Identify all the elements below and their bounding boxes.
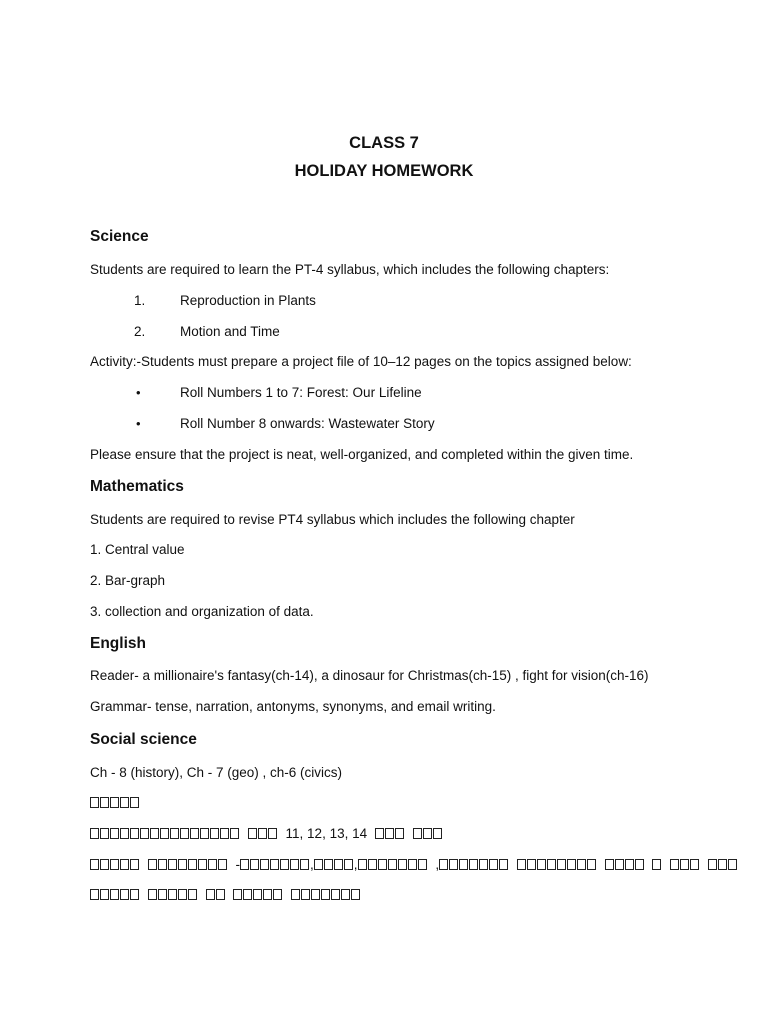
list-number: 2. xyxy=(134,324,146,339)
english-heading: English xyxy=(90,635,146,652)
mathematics-chapter: 1. Central value xyxy=(90,542,185,557)
english-reader: Reader- a millionaire's fantasy(ch-14), a dinosaur for Christmas(ch-15) , fight for vision(ch-16) xyxy=(90,668,649,683)
unrendered-glyphs xyxy=(413,826,443,841)
chapter-numbers: 11, 12, 13, 14 xyxy=(285,826,368,841)
mathematics-heading: Mathematics xyxy=(90,478,184,495)
hindi-line-2: - , , , xyxy=(90,857,738,872)
science-note: Please ensure that the project is neat, well-organized, and completed within the given time. xyxy=(90,447,634,462)
bullet-icon: • xyxy=(136,416,141,431)
mathematics-intro: Students are required to revise PT4 syllabus which includes the following chapter xyxy=(90,512,575,527)
chapter-name: Motion and Time xyxy=(180,324,280,339)
list-number: 1. xyxy=(134,293,146,308)
unrendered-glyphs xyxy=(375,826,405,841)
unrendered-glyphs xyxy=(90,826,240,841)
social-science-heading: Social science xyxy=(90,731,197,748)
page-subtitle: HOLIDAY HOMEWORK xyxy=(294,162,474,180)
science-activity: Activity:-Students must prepare a project file of 10–12 pages on the topics assigned below: xyxy=(90,354,632,369)
social-science-chapters: Ch - 8 (history), Ch - 7 (geo) , ch-6 (civics) xyxy=(90,765,343,780)
science-heading: Science xyxy=(90,228,149,245)
topic-text: Roll Number 8 onwards: Wastewater Story xyxy=(180,416,435,431)
unrendered-glyphs xyxy=(248,826,278,841)
hindi-heading-unrendered xyxy=(90,795,140,810)
class-title: CLASS 7 xyxy=(349,134,419,152)
topic-text: Roll Numbers 1 to 7: Forest: Our Lifeline xyxy=(180,385,422,400)
english-grammar: Grammar- tense, narration, antonyms, synonyms, and email writing. xyxy=(90,699,496,714)
chapter-name: Reproduction in Plants xyxy=(180,293,316,308)
hindi-line-3 xyxy=(90,887,361,902)
hindi-line-1 xyxy=(90,826,443,841)
mathematics-chapter: 3. collection and organization of data. xyxy=(90,604,314,619)
bullet-icon: • xyxy=(136,385,141,400)
mathematics-chapter: 2. Bar-graph xyxy=(90,573,166,588)
science-intro: Students are required to learn the PT-4 syllabus, which includes the following chapters: xyxy=(90,262,610,277)
